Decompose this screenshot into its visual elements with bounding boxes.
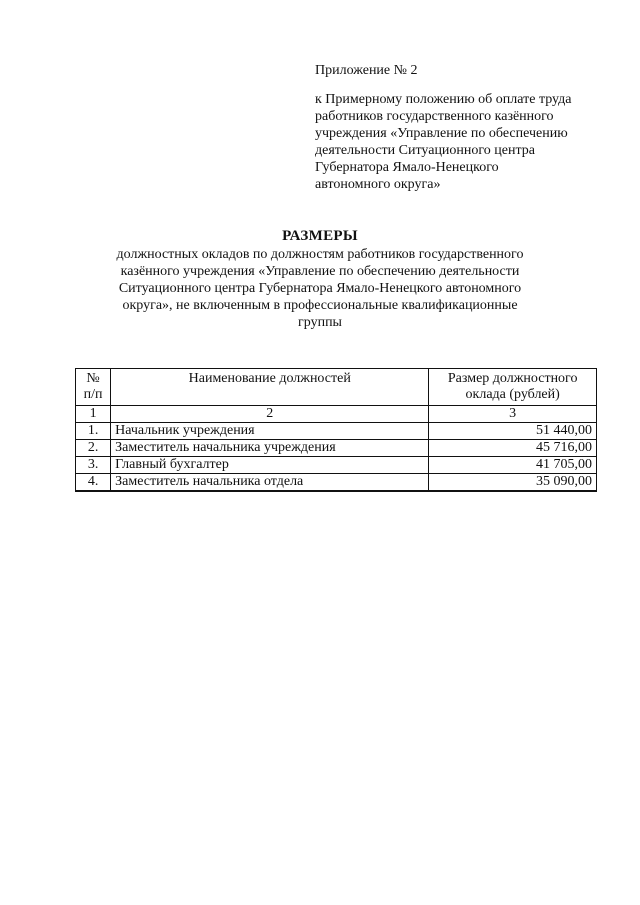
row-salary: 45 716,00 [429, 440, 597, 457]
table-header-row [76, 369, 597, 406]
header-num [76, 369, 111, 406]
header-num-line1: № [86, 371, 100, 386]
table-row [76, 457, 597, 474]
column-index: 1 [76, 406, 111, 423]
appendix-text: к Примерному положению об оплате труда работников государственного казённого учреждения «Управление по обеспечению деятельности Ситуационного центра Губернатора Ямало-Ненецкого автономного округа» [315, 92, 572, 192]
table-row [76, 440, 597, 457]
row-num: 3. [76, 457, 111, 474]
header-salary [429, 369, 597, 406]
row-num: 1. [76, 423, 111, 440]
header-num-line2: п/п [83, 387, 103, 402]
header-name: Наименование должностей [111, 369, 429, 406]
header-salary-line1: Размер должностного [447, 371, 578, 386]
heading-title: РАЗМЕРЫ [282, 228, 358, 244]
row-position: Главный бухгалтер [111, 457, 429, 474]
appendix-title: Приложение № 2 [315, 63, 418, 78]
row-position: Заместитель начальника отдела [111, 474, 429, 492]
column-index: 2 [111, 406, 429, 423]
row-salary: 51 440,00 [429, 423, 597, 440]
row-salary: 41 705,00 [429, 457, 597, 474]
header-salary-line2: оклада (рублей) [465, 387, 560, 402]
salary-table [75, 368, 597, 492]
column-index-row [76, 406, 597, 423]
heading-subtitle: должностных окладов по должностям работников государственного казённого учреждения «Управление по обеспечению деятельности Ситуационного центра Губернатора Ямало-Ненецкого автономного округа», не включенным в профессиональные квалификационные группы [116, 247, 524, 330]
table-row [76, 474, 597, 492]
row-position: Заместитель начальника учреждения [111, 440, 429, 457]
row-num: 2. [76, 440, 111, 457]
row-position: Начальник учреждения [111, 423, 429, 440]
document-heading [60, 228, 580, 331]
column-index: 3 [429, 406, 597, 423]
row-salary: 35 090,00 [429, 474, 597, 492]
row-num: 4. [76, 474, 111, 492]
appendix-block [315, 62, 615, 193]
table-row [76, 423, 597, 440]
